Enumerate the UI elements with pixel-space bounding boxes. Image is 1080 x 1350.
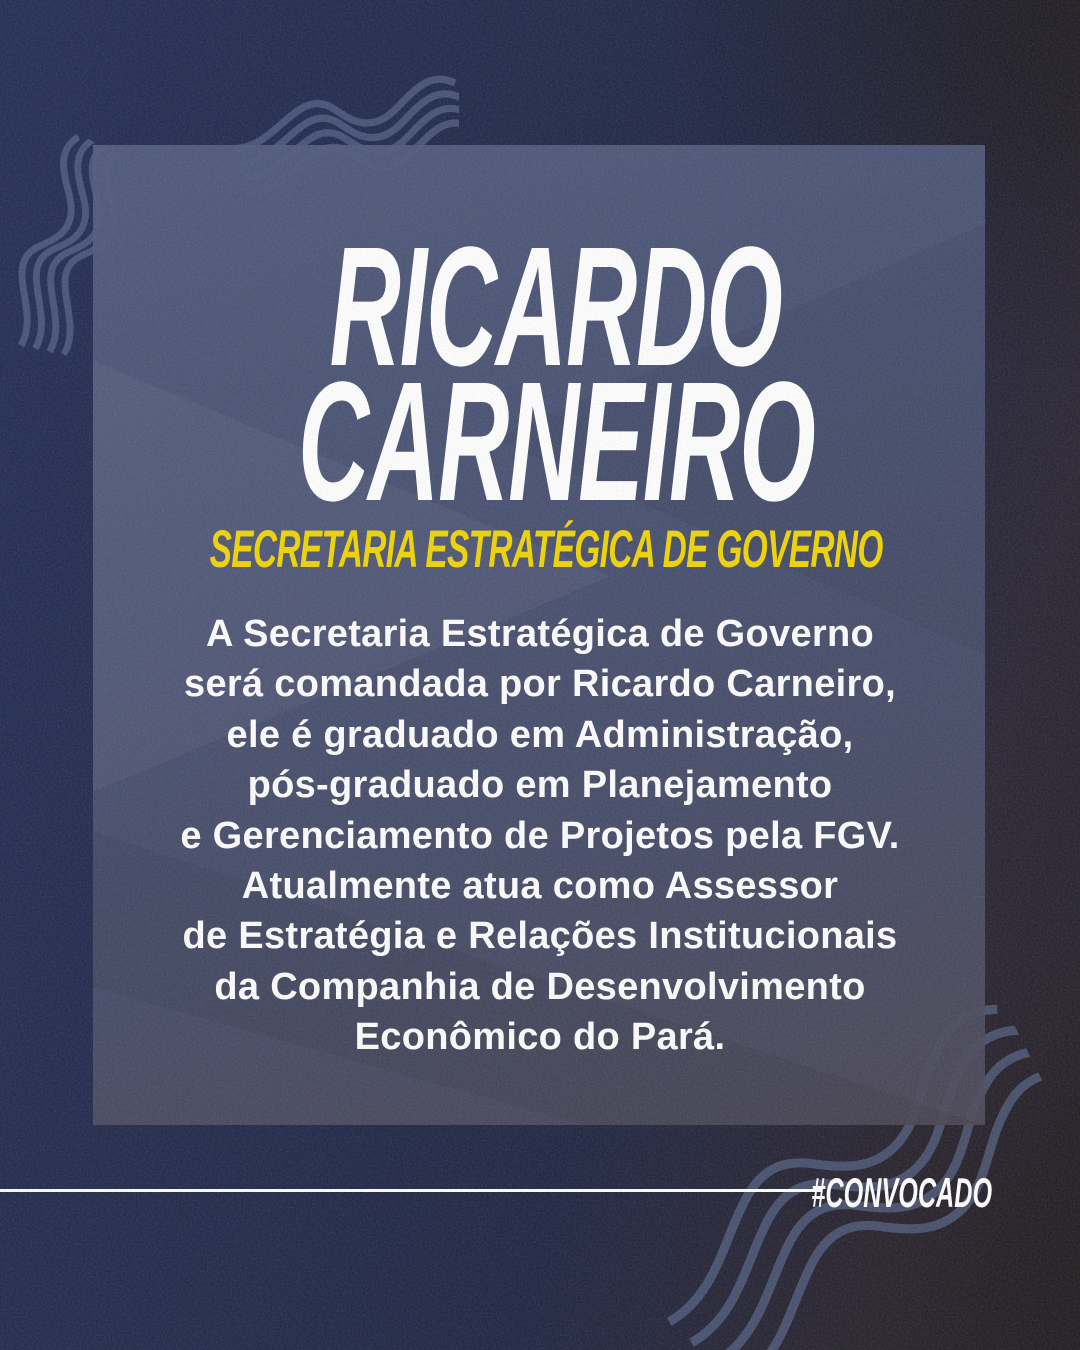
name-line-2: CARNEIRO (297, 347, 815, 537)
description-line: será comandada por Ricardo Carneiro, (184, 663, 896, 706)
description-line: A Secretaria Estratégica de Governo (205, 613, 875, 655)
description-text (0, 609, 1080, 1063)
description-line: ele é graduado em Administração, (226, 713, 854, 756)
description-line: de Estratégia e Relações Institucionais (182, 915, 898, 958)
description-line: e Gerenciamento de Projetos pela FGV. (180, 814, 900, 857)
description-line: pós-graduado em Planejamento (247, 764, 833, 807)
name-line-1: RICARDO (329, 212, 783, 402)
description-line: da Companhia de Desenvolvimento (214, 965, 866, 1008)
description-line: Atualmente atua como Assessor (241, 865, 839, 908)
description-line: Econômico do Pará. (354, 1016, 726, 1059)
person-name (16, 212, 1080, 537)
hashtag-label: #CONVOCADO (811, 1169, 992, 1216)
role-subtitle: SECRETARIA ESTRATÉGICA DE GOVERNO (209, 520, 883, 579)
